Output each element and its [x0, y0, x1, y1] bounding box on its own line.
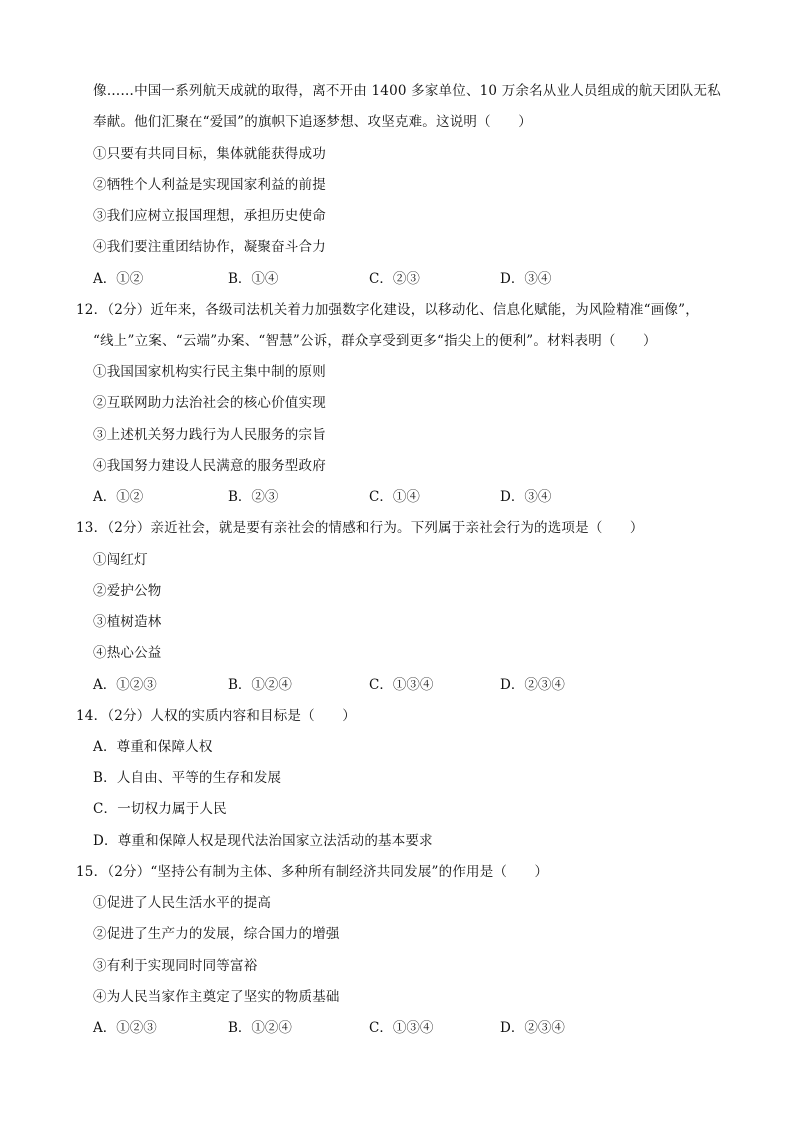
q14-choice-c[interactable]: C．一切权力属于人民 — [93, 801, 227, 817]
q13-option-a[interactable]: A．①②③ — [93, 677, 157, 693]
q11-option-a[interactable]: A．①② — [93, 271, 144, 287]
q13-item-1: ①闯红灯 — [93, 552, 148, 568]
q11-item-2: ②牺牲个人利益是实现国家利益的前提 — [93, 177, 326, 193]
q15-item-4: ④为人民当家作主奠定了坚实的物质基础 — [93, 989, 340, 1005]
q11-option-c[interactable]: C．②③ — [369, 271, 420, 287]
q15-options — [93, 1018, 693, 1038]
q13-option-c[interactable]: C．①③④ — [369, 677, 434, 693]
q12-option-c[interactable]: C．①④ — [369, 489, 420, 505]
q15-option-d[interactable]: D．②③④ — [500, 1020, 565, 1036]
q15-option-a[interactable]: A．①②③ — [93, 1020, 157, 1036]
q13-options — [93, 675, 693, 695]
q12-item-1: ①我国国家机构实行民主集中制的原则 — [93, 364, 326, 380]
q14-choice-d[interactable]: D．尊重和保障人权是现代法治国家立法活动的基本要求 — [93, 833, 433, 849]
q13-item-3: ③植树造林 — [93, 614, 162, 630]
q12-stem-line-1: 12．（2分）近年来，各级司法机关着力加强数字化建设，以移动化、信息化赋能，为风险精准“画像”， — [76, 302, 699, 318]
q14-choice-a[interactable]: A．尊重和保障人权 — [93, 739, 213, 755]
q12-option-a[interactable]: A．①② — [93, 489, 144, 505]
q13-option-b[interactable]: B．①②④ — [228, 677, 292, 693]
q11-stem-line-1: 像……中国一系列航天成就的取得，离不开由 1400 多家单位、10 万余名从业人员组成的航天团队无私 — [93, 83, 721, 99]
q15-item-3: ③有利于实现同时同等富裕 — [93, 958, 258, 974]
q12-option-b[interactable]: B．②③ — [228, 489, 279, 505]
q15-stem-line-1: 15．（2分）“坚持公有制为主体、多种所有制经济共同发展”的作用是（ ） — [76, 864, 549, 880]
q11-options — [93, 269, 693, 289]
q12-option-d[interactable]: D．③④ — [500, 489, 552, 505]
q13-item-2: ②爱护公物 — [93, 583, 162, 599]
q11-item-3: ③我们应树立报国理想，承担历史使命 — [93, 208, 326, 224]
q15-option-c[interactable]: C．①③④ — [369, 1020, 434, 1036]
q11-option-d[interactable]: D．③④ — [500, 271, 552, 287]
q15-item-1: ①促进了人民生活水平的提高 — [93, 895, 272, 911]
q12-item-4: ④我国努力建设人民满意的服务型政府 — [93, 458, 326, 474]
q13-option-d[interactable]: D．②③④ — [500, 677, 565, 693]
q12-item-3: ③上述机关努力践行为人民服务的宗旨 — [93, 427, 326, 443]
q12-options — [93, 487, 693, 507]
q11-item-4: ④我们要注重团结协作，凝聚奋斗合力 — [93, 239, 326, 255]
q11-stem-line-2: 奉献。他们汇聚在“爱国”的旗帜下追逐梦想、攻坚克难。这说明（ ） — [93, 114, 532, 130]
q11-option-b[interactable]: B．①④ — [228, 271, 279, 287]
q11-item-1: ①只要有共同目标，集体就能获得成功 — [93, 146, 326, 162]
q13-item-4: ④热心公益 — [93, 645, 162, 661]
q12-stem-line-2: “线上”立案、“云端”办案、“智慧”公诉，群众享受到更多“指尖上的便利”。材料表明（ ） — [93, 333, 657, 349]
q14-stem-line-1: 14．（2分）人权的实质内容和目标是（ ） — [76, 708, 356, 724]
q14-choice-b[interactable]: B．人自由、平等的生存和发展 — [93, 770, 282, 786]
q15-item-2: ②促进了生产力的发展，综合国力的增强 — [93, 926, 340, 942]
q15-option-b[interactable]: B．①②④ — [228, 1020, 292, 1036]
q13-stem-line-1: 13．（2分）亲近社会，就是要有亲社会的情感和行为。下列属于亲社会行为的选项是（ ） — [76, 520, 644, 536]
q12-item-2: ②互联网助力法治社会的核心价值实现 — [93, 395, 326, 411]
